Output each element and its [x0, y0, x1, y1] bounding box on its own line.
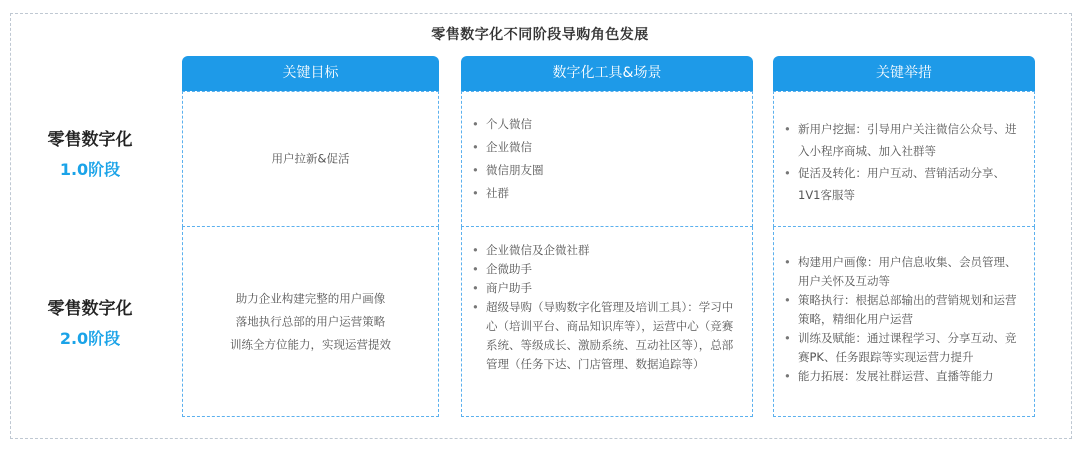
- actions-header: 关键举措: [773, 56, 1035, 91]
- goals-stage2-cell: [182, 227, 439, 417]
- list-item: • 构建用户画像：用户信息收集、会员管理、用户关怀及互动等: [782, 253, 1024, 291]
- diagram-title: 零售数字化不同阶段导购角色发展: [431, 27, 649, 43]
- tools-stage2-list: [470, 241, 742, 374]
- list-item: • 个人微信: [470, 113, 742, 136]
- list-item: • 微信朋友圈: [470, 159, 742, 182]
- goals-stage2-line-1: 助力企业构建完整的用户画像: [235, 291, 386, 305]
- list-item: • 新用户挖掘：引导用户关注微信公众号、进入小程序商城、加入社群等: [782, 118, 1024, 162]
- tools-stage2-cell: [461, 227, 753, 417]
- stage-2-phase: 2.0阶段: [59, 329, 121, 348]
- list-item: • 商户助手: [470, 279, 742, 298]
- actions-stage2-list: [782, 253, 1024, 386]
- stage-1-label: [30, 129, 150, 181]
- goals-header: 关键目标: [182, 56, 439, 91]
- list-item: • 能力拓展：发展社群运营、直播等能力: [782, 367, 1024, 386]
- column-actions: [773, 56, 1035, 417]
- list-item: • 策略执行：根据总部输出的营销规划和运营策略，精细化用户运营: [782, 291, 1024, 329]
- tools-header: 数字化工具&场景: [461, 56, 753, 91]
- stage-1-name: 零售数字化: [47, 130, 133, 150]
- stage-2-name: 零售数字化: [47, 299, 133, 319]
- actions-stage2-cell: [773, 227, 1035, 417]
- list-item: • 企微助手: [470, 260, 742, 279]
- goals-stage1-cell: [182, 91, 439, 227]
- list-item: • 训练及赋能：通过课程学习、分享互动、竞赛PK、任务跟踪等实现运营力提升: [782, 329, 1024, 367]
- list-item: • 超级导购（导购数字化管理及培训工具）：学习中心（培训平台、商品知识库等），运营中心（竞赛系统、等级成长、激励系统、互动社区等），总部管理（任务下达、门店管理、数据追踪等）: [470, 298, 742, 374]
- goals-stage2-text: [183, 287, 438, 356]
- list-item: • 社群: [470, 182, 742, 205]
- goals-stage1-line: 用户拉新&促活: [271, 151, 350, 166]
- goals-stage2-line-2: 落地执行总部的用户运营策略: [235, 314, 386, 328]
- goals-stage1-text: [183, 148, 438, 171]
- list-item: • 促活及转化：用户互动、营销活动分享、1V1客服等: [782, 162, 1024, 206]
- list-item: • 企业微信: [470, 136, 742, 159]
- stage-1-phase: 1.0阶段: [59, 160, 121, 179]
- column-goals: [182, 56, 439, 417]
- tools-stage1-cell: [461, 91, 753, 227]
- tools-stage1-list: [470, 113, 742, 205]
- actions-stage1-cell: [773, 91, 1035, 227]
- list-item: • 企业微信及企微社群: [470, 241, 742, 260]
- goals-stage2-line-3: 训练全方位能力，实现运营提效: [230, 337, 391, 351]
- column-tools: [461, 56, 753, 417]
- stage-2-label: [30, 298, 150, 350]
- actions-stage1-list: [782, 118, 1024, 206]
